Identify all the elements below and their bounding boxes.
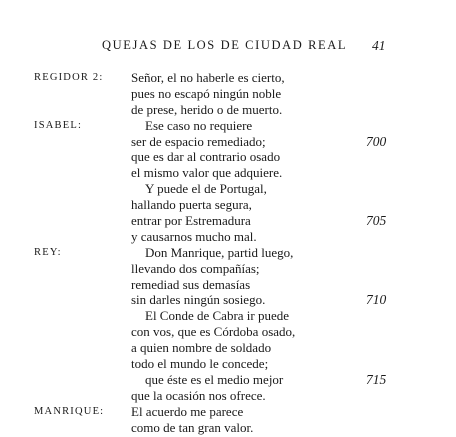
verse-text: Ese caso no requiere [145,117,253,133]
verse-line [0,165,456,181]
verse-line [0,229,456,245]
verse-line [0,118,456,134]
verse-line [0,356,456,372]
verse-text: pues no escapó ningún noble [131,85,282,101]
verse-line [0,86,456,102]
verse-line [0,340,456,356]
verse-text: el mismo valor que adquiere. [131,165,283,181]
verse-line [0,420,456,436]
running-head: QUEJAS DE LOS DE CIUDAD REAL [102,38,348,52]
page-number: 41 [372,38,386,53]
verse-text: Y puede el de Portugal, [145,181,267,197]
verse-text: El acuerdo me parece [131,403,244,419]
verse-line [0,308,456,324]
verse-text: hallando puerta segura, [131,197,252,213]
speaker-name: ISABEL: [34,119,83,131]
line-number: 710 [366,292,387,308]
verse-text: que la ocasión nos ofrece. [131,387,266,403]
verse-line [0,388,456,404]
verse-line [0,149,456,165]
verse-line [0,134,456,150]
verse-text: remediad sus demasías [131,276,251,292]
verse-text: que éste es el medio mejor [145,371,284,387]
verse-text: El Conde de Cabra ir puede [145,308,290,324]
verse-line [0,181,456,197]
verse-text: Don Manrique, partid luego, [145,244,294,260]
line-number: 700 [366,133,387,149]
verse-text: que es dar al contrario osado [131,149,281,165]
verse-block [0,70,456,435]
verse-line [0,404,456,420]
speaker-name: REGIDOR 2: [34,72,104,83]
verse-line [0,292,456,308]
verse-line [0,261,456,277]
line-number: 705 [366,213,387,229]
verse-line [0,324,456,340]
verse-text: llevando dos compañías; [131,260,260,276]
verse-line [0,197,456,213]
verse-line [0,372,456,388]
verse-text: sin darles ningún sosiego. [131,292,266,308]
verse-text: todo el mundo le concede; [131,356,269,372]
verse-text: a quien nombre de soldado [131,340,272,356]
verse-line [0,245,456,261]
verse-line [0,102,456,118]
verse-text: de prese, herido o de muerto. [131,101,283,117]
verse-text: como de tan gran valor. [131,419,254,435]
verse-line [0,277,456,293]
verse-line [0,213,456,229]
verse-text: con vos, que es Córdoba osado, [131,324,296,340]
verse-line [0,70,456,86]
speaker-name: REY: [34,246,62,258]
verse-text: Señor, el no haberle es cierto, [131,70,285,85]
verse-text: y causarnos mucho mal. [131,228,257,244]
verse-text: ser de espacio remediado; [131,133,266,149]
line-number: 715 [366,371,387,387]
verse-text: entrar por Estremadura [131,213,251,229]
speaker-name: MANRIQUE: [34,405,105,417]
